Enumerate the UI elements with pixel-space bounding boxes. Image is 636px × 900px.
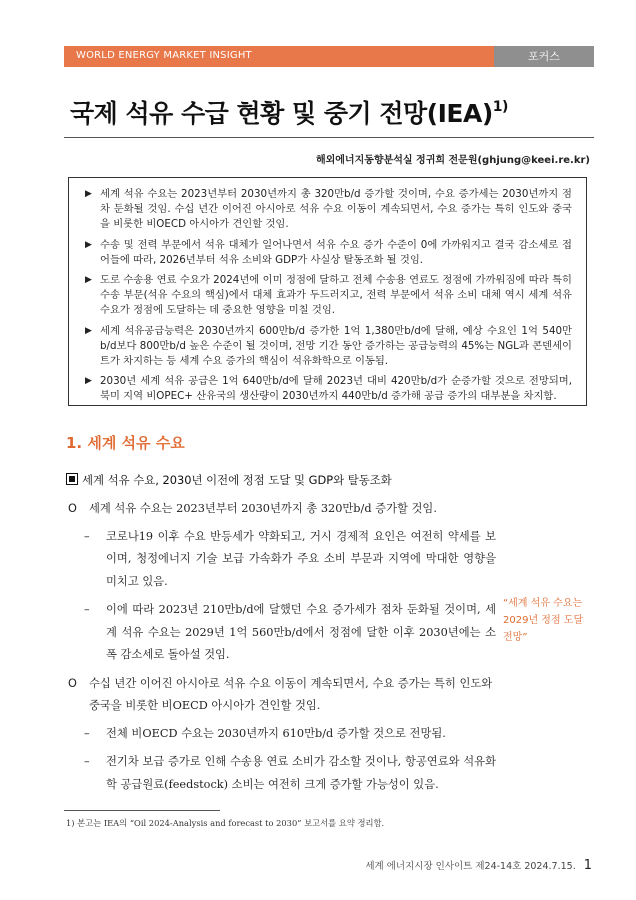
- section-body: [66, 498, 496, 802]
- summary-item: ▶ 수송 및 전력 부문에서 석유 대체가 일어나면서 석유 수요 증가 수준이 0에 가까워지고 결국 감소세로 접어들에 따라, 2026년부터 석유 소비와 GDP가 사실상 탈동조화 될 것임.: [85, 238, 572, 268]
- arrow-bullet-icon: ▶: [85, 325, 92, 336]
- subsection-heading: 세계 석유 수요, 2030년 이전에 정점 도달 및 GDP와 탈동조화: [66, 472, 392, 488]
- page-footer: [365, 858, 592, 873]
- square-bullet-icon: [66, 473, 78, 485]
- page-number: 1: [583, 858, 592, 873]
- detail-point: – 전체 비OECD 수요는 2030년까지 610만b/d 증가할 것으로 전망됨.: [84, 723, 496, 746]
- main-point: O 수십 년간 이어진 아시아로 석유 수요 이동이 계속되면서, 수요 증가는 특히 인도와 중국을 비롯한 비OECD 아시아가 견인할 것임.: [66, 673, 496, 718]
- arrow-bullet-icon: ▶: [85, 189, 92, 199]
- footnote: 1) 본고는 IEA의 “Oil 2024-Analysis and forecast to 2030” 보고서를 요약 정리함.: [66, 818, 385, 828]
- dash-bullet: –: [84, 726, 90, 740]
- footer-text: 세계 에너지시장 인사이트 제24-14호 2024.7.15.: [365, 861, 576, 872]
- circle-bullet-icon: O: [68, 502, 77, 515]
- section-heading: 1. 세계 석유 수요: [66, 434, 185, 452]
- circle-bullet-icon: O: [68, 676, 77, 690]
- dash-bullet: –: [84, 755, 90, 768]
- page-title: [70, 94, 508, 130]
- arrow-bullet-icon: ▶: [85, 275, 92, 286]
- title-footnote-ref: 1): [492, 98, 508, 115]
- author-line: 해외에너지동향분석실 정귀희 전문원(ghjung@keei.re.kr): [315, 155, 590, 166]
- main-point: O 세계 석유 수요는 2023년부터 2030년까지 총 320만b/d 증가할 것임.: [66, 498, 496, 521]
- arrow-bullet-icon: ▶: [85, 239, 92, 250]
- summary-item: ▶ 도로 수송용 연료 수요가 2024년에 이미 정점에 달하고 전체 수송용 연료도 정점에 가까워짐에 따라 특히 수송 부문(석유 수요의 핵심)에서 대체 효과가 두드러지고, 전력 부문에서 석유 소비 대체 역시 세계 석유 수요가 정점에 도달하는 데 중요한 영향을 미칠 것임.: [85, 273, 572, 319]
- title-text: 국제 석유 수급 현황 및 중기 전망(IEA): [70, 99, 493, 128]
- footnote-rule: [64, 810, 220, 811]
- detail-point: – 전기차 보급 증가로 인해 수송용 연료 소비가 감소할 것이나, 항공연료와 석유화학 공급원료(feedstock) 소비는 여전히 크게 증가할 가능성이 있음.: [84, 751, 496, 796]
- summary-item: ▶ 세계 석유공급능력은 2030년까지 600만b/d 증가한 1억 1,380만b/d에 달해, 예상 수요인 1억 540만b/d보다 800만b/d 높은 수준이 될 것이며, 전망 기간 동안 증가하는 공급능력의 45%는 NGL과 콘덴세이트가 차지하는 등 세계 수요 증가의 핵심이 석유화학으로 이동됨.: [85, 324, 572, 370]
- header-series: WORLD ENERGY MARKET INSIGHT: [76, 50, 252, 61]
- arrow-bullet-icon: ▶: [85, 376, 92, 387]
- header-tag: 포커스: [494, 46, 594, 67]
- summary-item: ▶ 2030년 세계 석유 공급은 1억 640만b/d에 달해 2023년 대비 420만b/d가 순증가할 것으로 전망되며, 북미 지역 비OPEC+ 산유국의 생산량이 2030년까지 440만b/d 증가해 공급 증가의 대부분을 차지함.: [85, 374, 572, 404]
- detail-point: – 이에 따라 2023년 210만b/d에 달했던 수요 증가세가 점차 둔화될 것이며, 세계 석유 수요는 2029년 1억 560만b/d에서 정점에 달한 이후 2030년에는 소폭 감소세로 돌아설 것임.: [84, 599, 496, 667]
- side-note: “세계 석유 수요는 2029년 정점 도달 전망”: [503, 598, 584, 643]
- summary-box: [68, 177, 587, 406]
- detail-point: – 코로나19 이후 수요 반등세가 약화되고, 거시 경제적 요인은 여전히 약세를 보이며, 청정에너지 기술 보급 가속화가 주요 소비 부문과 지역에 막대한 영향을 미치고 있음.: [84, 526, 496, 594]
- summary-item: ▶ 세계 석유 수요는 2023년부터 2030년까지 총 320만b/d 증가할 것이며, 수요 증가세는 2030년까지 점차 둔화될 것임. 수십 년간 이어진 아시아로 석유 수요 이동이 계속되면서, 수요 증가는 특히 인도와 중국을 비롯한 비OECD 아시아가 견인할 것임.: [85, 187, 572, 233]
- title-rule: [64, 137, 594, 138]
- dash-bullet: –: [84, 529, 90, 543]
- dash-bullet: –: [84, 603, 90, 616]
